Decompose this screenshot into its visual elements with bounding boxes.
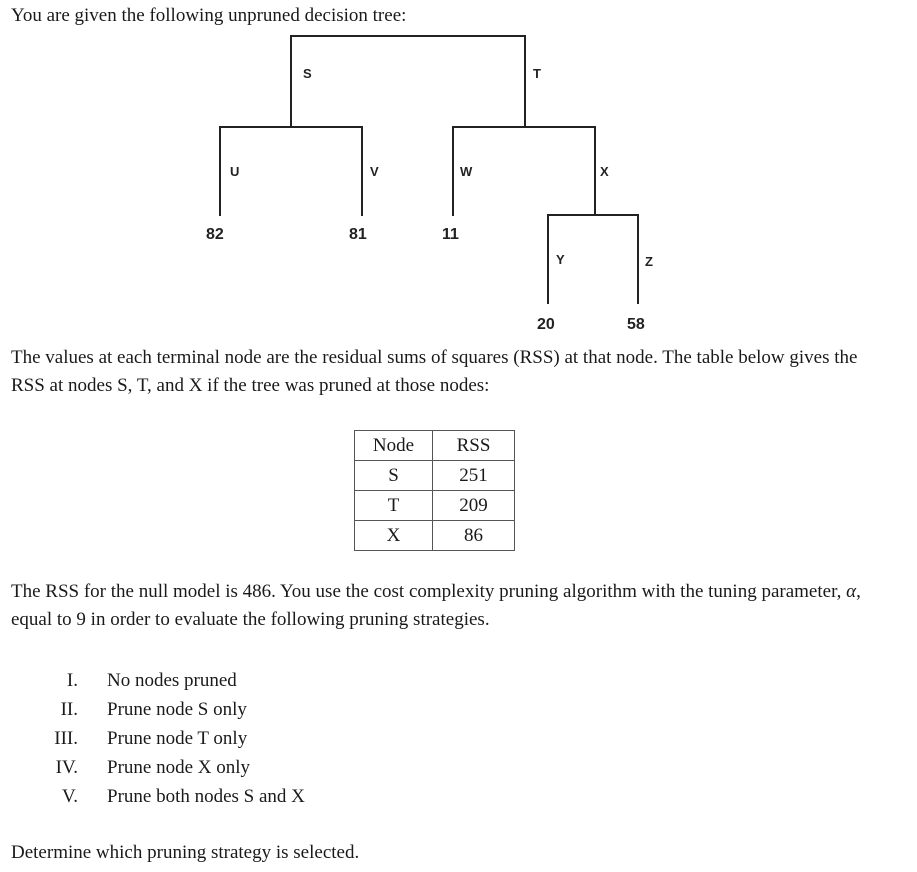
strategy-text: Prune both nodes S and X — [107, 786, 305, 807]
list-item — [40, 695, 247, 724]
strategy-list — [40, 666, 305, 811]
header-rss: RSS — [433, 431, 515, 461]
header-node: Node — [355, 431, 433, 461]
split-label-y: Y — [556, 252, 565, 267]
split-label-w: W — [460, 164, 473, 179]
null-model-text — [11, 578, 891, 634]
strategy-text: No nodes pruned — [107, 670, 237, 691]
split-label-z: Z — [645, 254, 653, 269]
decision-tree-diagram — [0, 0, 917, 345]
alpha-symbol: α — [846, 581, 857, 602]
strategy-text: Prune node X only — [107, 757, 251, 778]
strategy-numeral: III. — [54, 728, 78, 749]
leaf-value-81: 81 — [349, 226, 367, 243]
cell-node: X — [355, 521, 433, 551]
cell-rss: 209 — [433, 491, 515, 521]
leaf-value-58: 58 — [627, 316, 645, 333]
table-row — [355, 491, 515, 521]
table-row — [355, 461, 515, 491]
strategy-numeral: II. — [60, 699, 78, 720]
table-header-row — [355, 431, 515, 461]
question-text: Determine which pruning strategy is selected. — [11, 842, 360, 863]
list-item — [40, 782, 305, 811]
list-item — [40, 666, 237, 695]
split-label-u: U — [230, 164, 240, 179]
table-row — [355, 521, 515, 551]
list-item — [40, 753, 251, 782]
leaf-value-82: 82 — [206, 226, 224, 243]
strategy-text: Prune node S only — [107, 699, 247, 720]
cell-rss: 251 — [433, 461, 515, 491]
null-model-pre: The RSS for the null model is 486. You use the cost complexity pruning algorithm with the tuning parameter, — [11, 581, 847, 602]
strategy-numeral: IV. — [55, 757, 78, 778]
split-label-s: S — [303, 66, 312, 81]
strategy-numeral: I. — [66, 670, 78, 691]
intro-text: You are given the following unpruned decision tree: — [11, 5, 407, 26]
cell-rss: 86 — [433, 521, 515, 551]
cell-node: T — [355, 491, 433, 521]
strategy-text: Prune node T only — [107, 728, 248, 749]
strategy-numeral: V. — [61, 786, 78, 807]
rss-table — [354, 430, 515, 551]
description-text: The values at each terminal node are the residual sums of squares (RSS) at that node. The table below gives the RSS at nodes S, T, and X if the tree was pruned at those nodes: — [11, 347, 858, 396]
split-label-x: X — [600, 164, 609, 179]
leaf-value-11: 11 — [442, 226, 459, 243]
split-label-t: T — [533, 66, 541, 81]
null-model-post: , equal to 9 in order to evaluate the following pruning strategies. — [11, 581, 861, 630]
list-item — [40, 724, 248, 753]
leaf-value-20: 20 — [537, 316, 555, 333]
split-label-v: V — [370, 164, 379, 179]
cell-node: S — [355, 461, 433, 491]
